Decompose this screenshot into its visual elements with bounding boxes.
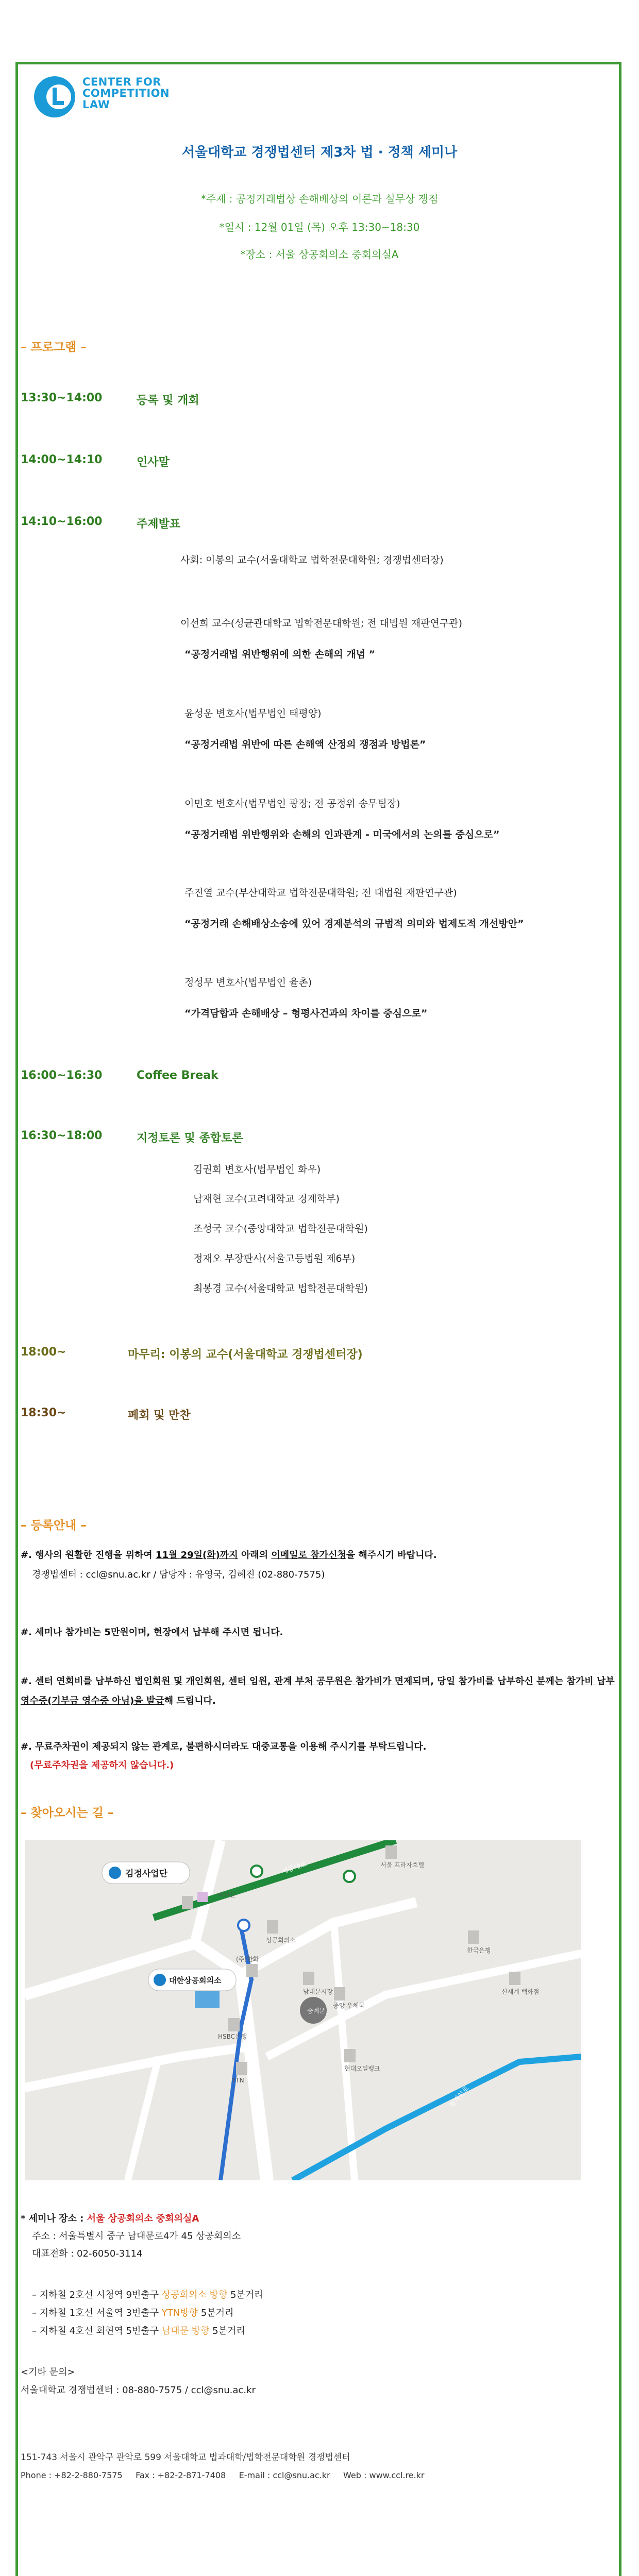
- registration-note-3: #. 센터 연회비를 납부하신 법인회원 및 개인회원, 센터 임원, 관계 부처 공무원은 참가비가 면제되며, 당일 참가비를 납부하신 분께는 참가비 납부 영수증(기부금 영수증 아님)을 발급해 드립니다.: [21, 1676, 615, 1706]
- time-slot: 16:30~18:00: [21, 1129, 103, 1142]
- time-slot: 14:00~14:10: [21, 453, 103, 466]
- time-slot: 14:10~16:00: [21, 515, 103, 528]
- logo-line-1: CENTER FOR: [82, 76, 161, 88]
- seminar-title: 서울대학교 경쟁법센터 제3차 법 · 정책 세미나: [181, 145, 458, 160]
- talk-topic: “공정거래법 위반에 따른 손해액 산정의 쟁점과 방법론”: [184, 739, 426, 750]
- registration-contact: 경쟁법센터 : ccl@snu.ac.kr / 담당자 : 유영국, 김혜진 (02-880-7575): [32, 1569, 325, 1580]
- footer-address: 151-743 서울시 관악구 관악로 599 서울대학교 법과대학/법학전문대학원 경쟁법센터: [21, 2452, 350, 2463]
- event-title: 등록 및 개회: [137, 394, 199, 407]
- registration-note-4: #. 무료주차권이 제공되지 않는 관계로, 불편하시더라도 대중교통을 이용해 주시기를 부탁드립니다.: [21, 1741, 427, 1752]
- logo-line-3: LAW: [82, 98, 110, 111]
- event-title: 폐회 및 만찬: [128, 1409, 191, 1422]
- time-slot: 16:00~16:30: [21, 1069, 103, 1082]
- etc-heading: <기타 문의>: [21, 2367, 75, 2378]
- map-label: 남대문시장: [303, 1988, 333, 1995]
- ccl-logo-icon: [30, 72, 79, 122]
- talk-topic: “공정거래 손해배상소송에 있어 경제분석의 규범적 의미와 법제도적 개선방안”: [184, 918, 524, 929]
- venue-address: 주소 : 서울특별시 중구 남대문로4가 45 상공회의소: [32, 2231, 241, 2242]
- panelist: 남재현 교수(고려대학교 경제학부): [193, 1193, 340, 1205]
- event-title: 주제발표: [137, 518, 181, 531]
- panelist: 김권회 변호사(법무법인 화우): [193, 1164, 321, 1175]
- time-slot: 18:30~: [21, 1406, 66, 1419]
- location-map[interactable]: [25, 1840, 581, 2180]
- panelist: 조성국 교수(중앙대학교 법학전문대학원): [193, 1223, 368, 1234]
- map-label: 청계천로: [448, 2084, 471, 2110]
- registration-note-5: (무료주차권을 제공하지 않습니다.): [30, 1760, 174, 1771]
- speaker: 이선희 교수(성균관대학교 법학전문대학원; 전 대법원 재판연구관): [180, 618, 462, 629]
- talk-topic: “공정거래법 위반행위에 의한 손해의 개념 ”: [184, 649, 376, 660]
- map-label: (주)한화: [236, 1956, 259, 1963]
- event-title: 인사말: [137, 456, 170, 469]
- event-title: 마무리: 이봉의 교수(서울대학교 경쟁법센터장): [128, 1348, 363, 1361]
- map-label: 현대오일뱅크: [344, 2065, 380, 2072]
- map-label: 서울 프라자호텔: [380, 1861, 424, 1869]
- speaker: 주진열 교수(부산대학교 법학전문대학원; 전 대법원 재판연구관): [184, 887, 457, 899]
- panelist: 최봉경 교수(서울대학교 법학전문대학원): [193, 1283, 368, 1294]
- bldg-highlight: [197, 1892, 208, 1902]
- program-heading: – 프로그램 –: [21, 341, 87, 354]
- speaker: 윤성운 변호사(법무법인 태평양): [184, 708, 322, 719]
- page-border: [15, 62, 621, 2576]
- map-label: 김정사업단: [125, 1869, 168, 1879]
- logo-text: [82, 76, 170, 110]
- map-label: 세종대로: [280, 1860, 308, 1876]
- moderator: 사회: 이봉의 교수(서울대학교 법학전문대학원; 경쟁법센터장): [180, 554, 444, 566]
- map-label: 상공회의소: [266, 1937, 296, 1944]
- subway-route-2: – 지하철 1호선 서울역 3번출구 YTN방향 5분거리: [32, 2308, 234, 2318]
- panelist: 정재오 부장판사(서울고등법원 제6부): [193, 1253, 356, 1264]
- map-label: YTN: [232, 2077, 244, 2084]
- map-graphic: [25, 1840, 581, 2180]
- map-label: 숭례문: [307, 2007, 325, 2014]
- talk-topic: “공정거래법 위반행위와 손해의 인과관계 - 미국에서의 논의를 중심으로”: [184, 829, 500, 840]
- directions-heading: – 찾아오시는 길 –: [21, 1806, 114, 1820]
- registration-note-1: #. 행사의 원활한 진행을 위하여 11월 29일(화)까지 아래의 이메일로 참가신청을 해주시기 바랍니다. 경쟁법센터 : ccl@snu.ac.kr / 담당자 : 유영국, 김혜진 (02-880-7575): [21, 1550, 437, 1580]
- etc-contact: 서울대학교 경쟁법센터 : 08-880-7575 / ccl@snu.ac.kr: [21, 2385, 256, 2396]
- subway-route-1: – 지하철 2호선 시청역 9번출구 상공회의소 방향 5분거리: [32, 2290, 263, 2300]
- talk-topic: “가격담합과 손해배상 – 형평사건과의 차이를 중심으로”: [184, 1008, 428, 1019]
- venue-tel: 대표전화 : 02-6050-3114: [32, 2248, 143, 2259]
- time-slot: 13:30~14:00: [21, 392, 103, 404]
- subway-route-3: – 지하철 4호선 회현역 5번출구 남대문 방향 5분거리: [32, 2326, 245, 2336]
- seminar-place: *장소 : 서울 상공회의소 중회의실A: [240, 248, 399, 261]
- registration-note-2: #. 세미나 참가비는 5만원이며, 현장에서 납부해 주시면 됩니다.: [21, 1627, 283, 1638]
- time-slot: 18:00~: [21, 1346, 66, 1359]
- speaker: 정성무 변호사(법무법인 율촌): [184, 977, 312, 988]
- venue-line: * 세미나 장소 : 서울 상공회의소 중회의실A: [21, 2213, 199, 2224]
- footer-contact: Phone : +82-2-880-7575 Fax : +82-2-871-7408 E-mail : ccl@snu.ac.kr Web : www.ccl.re.kr: [21, 2470, 425, 2480]
- seminar-date: *일시 : 12월 01일 (목) 오후 13:30~18:30: [219, 221, 420, 233]
- seminar-theme: *주제 : 공정거래법상 손해배상의 이론과 실무상 쟁점: [200, 193, 439, 205]
- logo-line-2: COMPETITION: [82, 87, 170, 99]
- event-title: Coffee Break: [137, 1069, 218, 1082]
- map-label: HSBC은행: [218, 2033, 247, 2040]
- event-title: 지정토론 및 종합토론: [137, 1132, 243, 1145]
- map-label: 중앙 우체국: [333, 2002, 365, 2009]
- registration-heading: – 등록안내 –: [21, 1519, 87, 1532]
- speaker: 이민호 변호사(법무법인 광장; 전 공정위 송무팀장): [184, 798, 400, 809]
- map-label: 한국은행: [467, 1947, 491, 1954]
- map-label: 대한상공회의소: [169, 1976, 222, 1985]
- map-label: 대한문: [218, 1891, 236, 1899]
- map-label: 신세계 백화점: [501, 1988, 540, 1995]
